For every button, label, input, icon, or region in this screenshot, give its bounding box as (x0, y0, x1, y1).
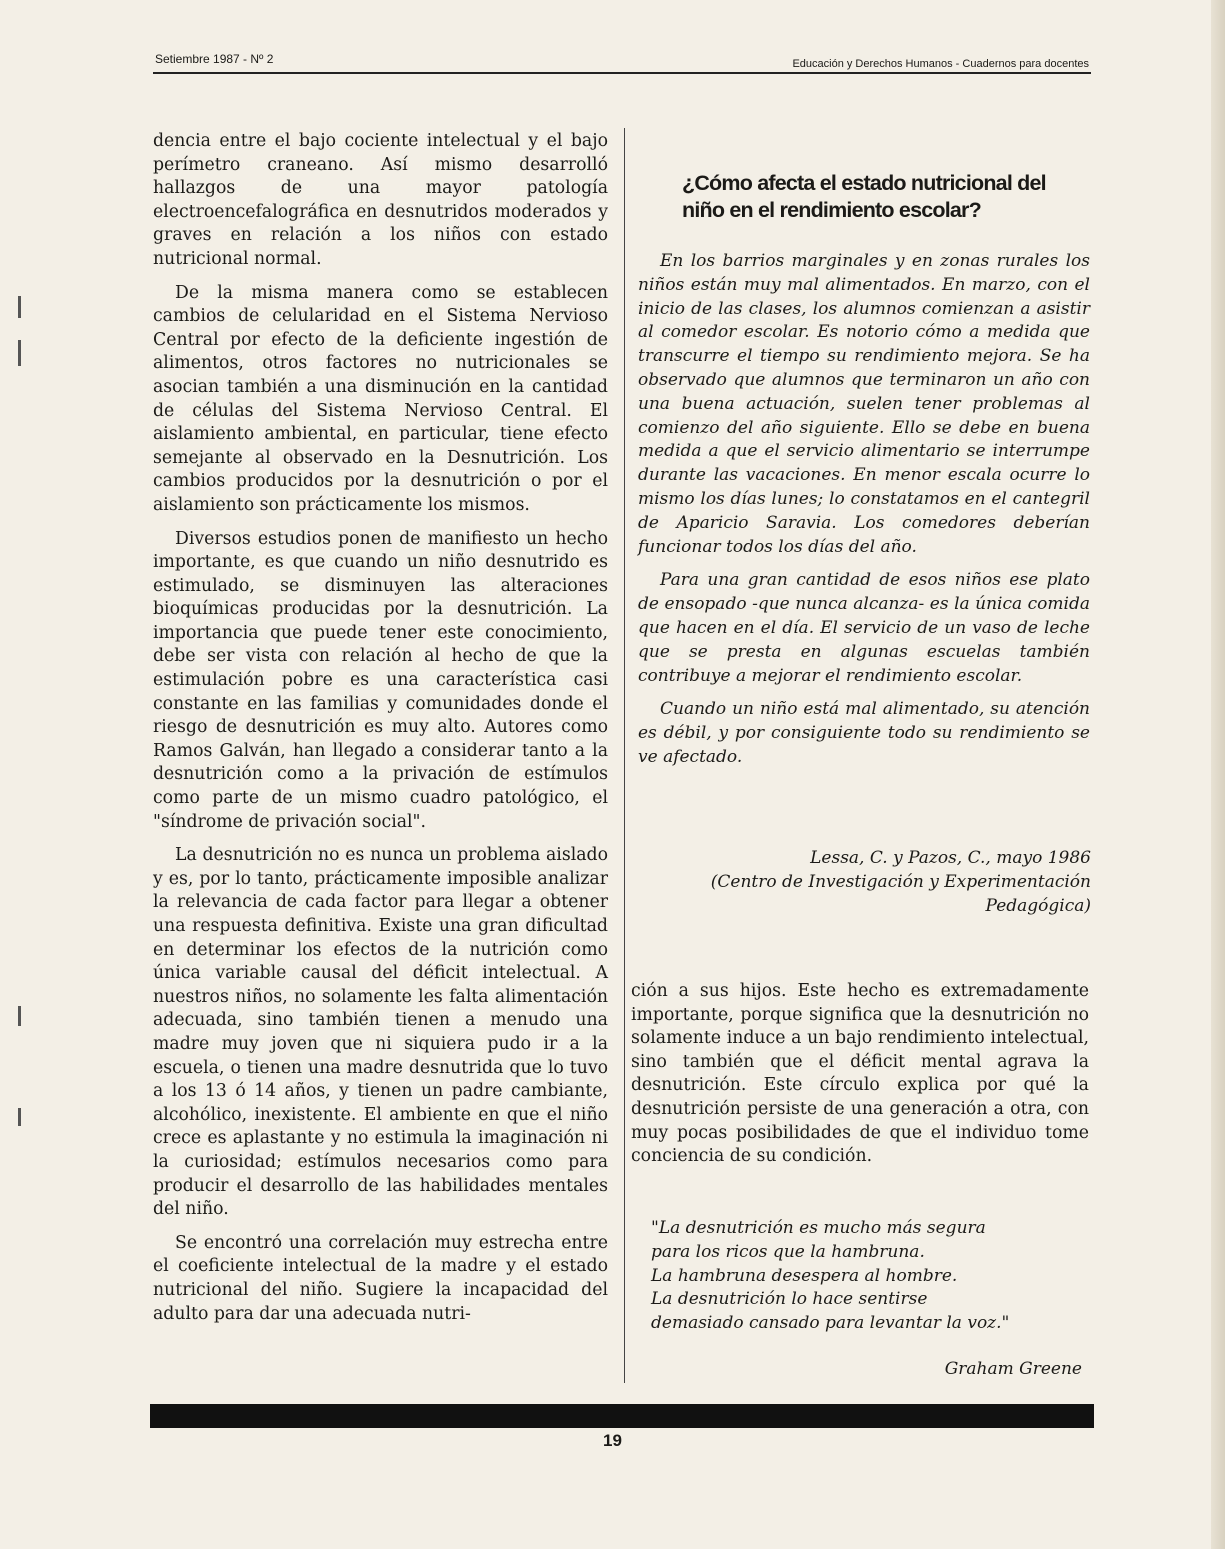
epigraph-quote (651, 1217, 1081, 1336)
quote-author: Graham Greene (944, 1359, 1082, 1379)
quote-line: demasiado cansado para levantar la voz." (651, 1313, 1010, 1334)
binding-mark (18, 1006, 21, 1026)
page-edge (1211, 0, 1225, 1549)
publication-title: Educación y Derechos Humanos - Cuadernos para docentes (792, 58, 1089, 70)
binding-mark (18, 1108, 21, 1126)
paragraph: dencia entre el bajo cociente intelectual y el bajo perímetro craneano. Así mismo desarrolló hallazgos de una mayor patología electroencefalográfica en desnutridos moderados y graves en relación a los niños con estado nutricional normal. (153, 131, 608, 269)
quote-line: La desnutrición lo hace sentirse (651, 1289, 928, 1310)
box-body (638, 250, 1090, 780)
left-column (153, 130, 608, 1336)
box-title: ¿Cómo afecta el estado nutricional del niño en el rendimiento escolar? (682, 171, 1046, 222)
quote-line: para los ricos que la hambruna. (651, 1241, 925, 1262)
quote-line: La hambruna desespera al hombre. (651, 1265, 958, 1286)
paragraph: Se encontró una correlación muy estrecha entre el coeficiente intelectual de la madre y el estado nutricional del niño. Sugiere la incapacidad del adulto para dar una adecuada nutri- (153, 1232, 608, 1324)
page-number: 19 (603, 1431, 622, 1450)
quote-line: "La desnutrición es mucho más segura (651, 1218, 986, 1238)
paragraph: La desnutrición no es nunca un problema aislado y es, por lo tanto, prácticamente imposible analizar la relevancia de cada factor para llegar a obtener una respuesta definitiva. Existe una gran dificultad en determinar los efectos de la nutrición como única variable causal del déficit intelectual. A nuestros niños, no solamente les falta alimentación adecuada, sino también tienen a menudo una madre muy joven que ni siquiera pudo ir a la escuela, o tienen una madre desnutrida que lo tuvo a los 13 ó 14 años, y tienen un padre cambiante, alcohólico, inexistente. El ambiente en que el niño crece es aplastante y no estimula la imaginación ni la curiosidad; estímulos necesarios como para producir el desarrollo de las habilidades mentales del niño. (153, 845, 608, 1220)
binding-mark (18, 340, 21, 366)
box-paragraph: Para una gran cantidad de esos niños ese plato de ensopado -que nunca alcanza- es la única comida que hacen en el día. El servicio de un vaso de leche que se presta en algunas escuelas también contribuye a mejorar el rendimiento escolar. (638, 570, 1090, 686)
box-paragraph: En los barrios marginales y en zonas rurales los niños están muy mal alimentados. En marzo, con el inicio de las clases, los alumnos comienzan a asistir al comedor escolar. Es notorio cómo a medida que transcurre el tiempo su rendimiento mejora. Se ha observado que alumnos que terminaron un año con una buena actuación, suelen tener problemas al comienzo del año siguiente. Ello se debe en buena medida a que el servicio alimentario se interrumpe durante las vacaciones. En menor escala ocurre lo mismo los días lunes; lo constatamos en el cantegril de Aparicio Saravia. Los comedores deberían funcionar todos los días del año. (638, 251, 1090, 557)
citation-line: Pedagógica) (985, 896, 1091, 916)
footer-bar (150, 1404, 1094, 1428)
right-column (631, 980, 1089, 1169)
column-divider (624, 128, 625, 1383)
binding-mark (18, 296, 21, 318)
box-citation (651, 846, 1091, 918)
citation-line: (Centro de Investigación y Experimentación (710, 872, 1091, 892)
paragraph: Diversos estudios ponen de manifiesto un hecho importante, es que cuando un niño desnutrido es estimulado, se disminuyen las alteraciones bioquímicas producidas por la desnutrición. La importancia que puede tener este conocimiento, debe ser vista con relación al hecho de que la estimulación pobre es una característica casi constante en las familias y comunidades donde el riesgo de desnutrición es muy alto. Autores como Ramos Galván, han llegado a considerar tanto a la desnutrición como a la privación de estímulos como parte de un mismo cuadro patológico, el "síndrome de privación social". (153, 528, 608, 832)
citation-line: Lessa, C. y Pazos, C., mayo 1986 (810, 848, 1091, 868)
issue-date: Setiembre 1987 - Nº 2 (155, 52, 274, 66)
paragraph: De la misma manera como se establecen cambios de celularidad en el Sistema Nervioso Central por efecto de la deficiente ingestión de alimentos, otros factores no nutricionales se asocian también a una disminución en la cantidad de células del Sistema Nervioso Central. El aislamiento ambiental, en particular, tiene efecto semejante al observado en la Desnutrición. Los cambios producidos por la desnutrición o por el aislamiento son prácticamente los mismos. (153, 282, 608, 515)
box-paragraph: Cuando un niño está mal alimentado, su atención es débil, y por consiguiente todo su rendimiento se ve afectado. (638, 699, 1090, 767)
header-rule (153, 72, 1091, 74)
paragraph: ción a sus hijos. Este hecho es extremadamente importante, porque significa que la desnutrición no solamente induce a un bajo rendimiento intelectual, sino también que el déficit mental agrava la desnutrición. Este círculo explica por qué la desnutrición persiste de una generación a otra, con muy pocas posibilidades de que el individuo tome conciencia de su condición. (631, 981, 1089, 1167)
